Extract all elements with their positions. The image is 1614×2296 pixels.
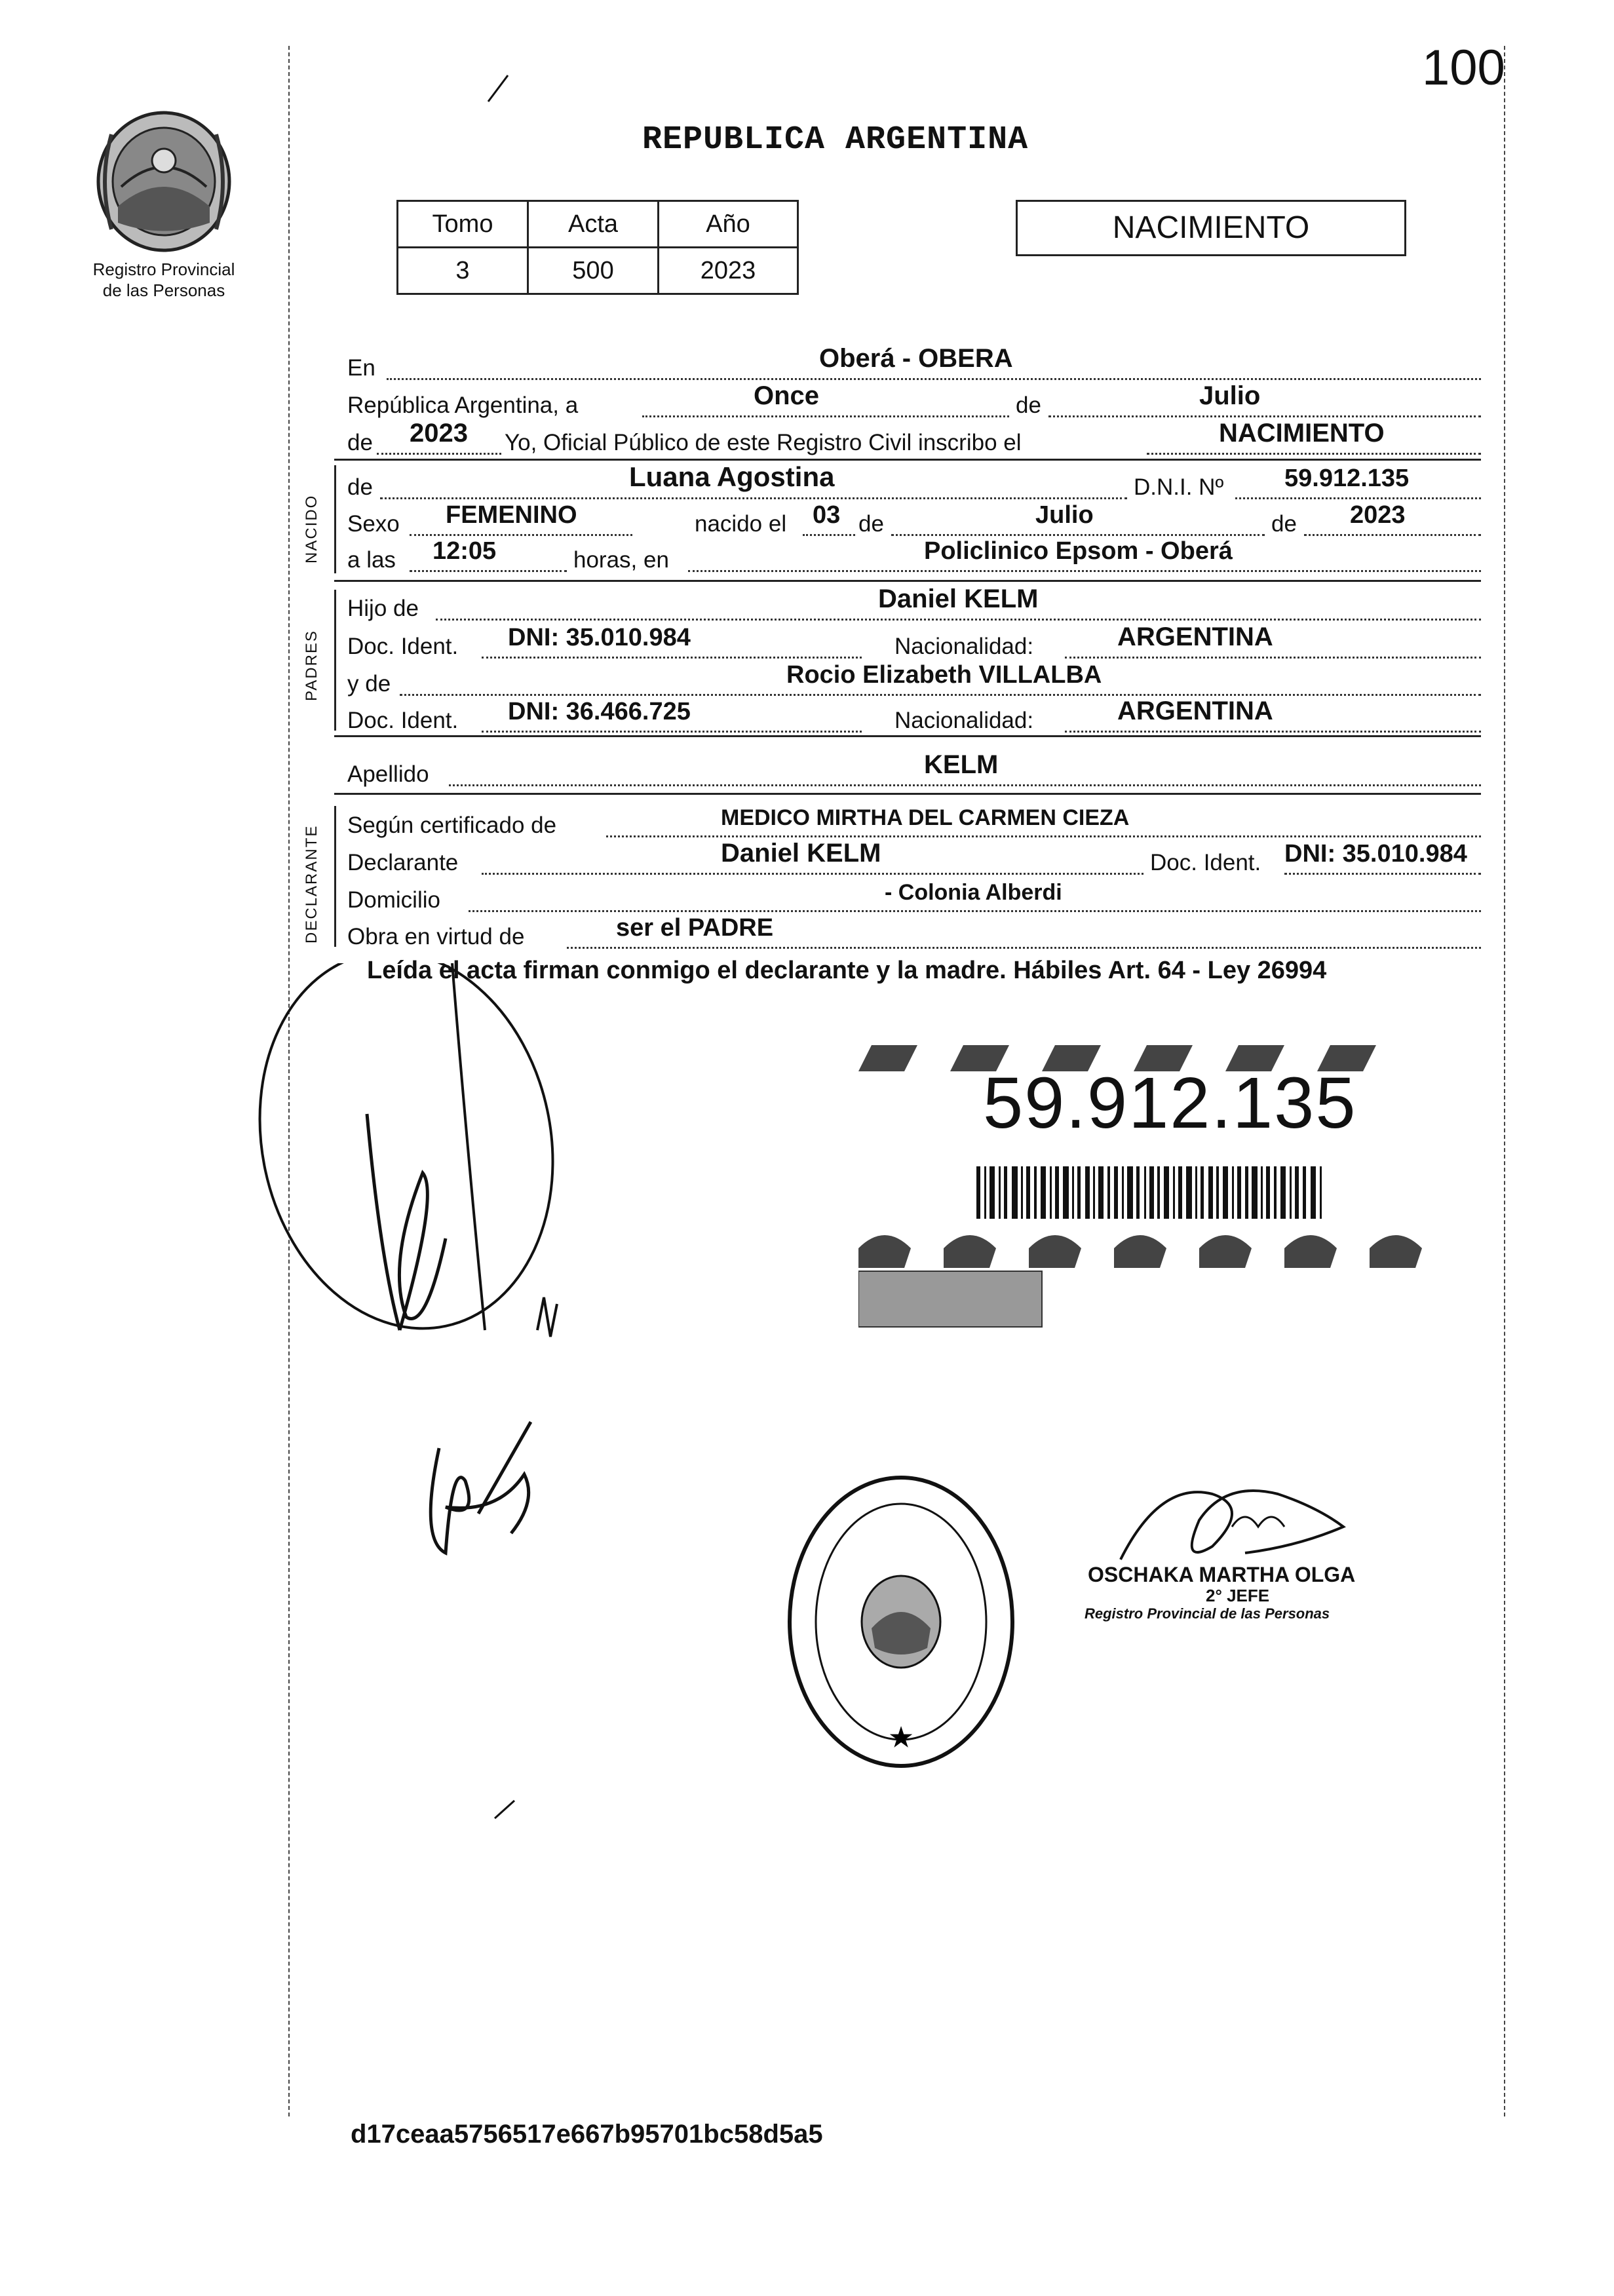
padres-bracket (334, 590, 336, 731)
nacido-el-label: nacido el (695, 511, 787, 537)
handwritten-signatures (249, 963, 708, 1618)
registry-caption-line-2: de las Personas (102, 280, 225, 300)
dotted-fill (567, 947, 1481, 949)
row-hour-place (347, 539, 1481, 576)
svg-text:★: ★ (889, 1723, 913, 1752)
row-father (347, 584, 1481, 624)
row-domicilio (347, 879, 1481, 916)
apellido-label: Apellido (347, 761, 429, 787)
dotted-fill (449, 784, 1481, 786)
section-divider (334, 793, 1481, 795)
row-year (347, 419, 1481, 459)
row-declarante (347, 839, 1481, 879)
certificate-value: MEDICO MIRTHA DEL CARMEN CIEZA (721, 805, 1130, 830)
birth-year-value: 2023 (1350, 501, 1406, 529)
day-value: Once (754, 381, 820, 410)
dotted-fill (606, 835, 1481, 837)
month-value: Julio (1199, 381, 1261, 410)
dotted-fill (1284, 873, 1481, 875)
en-label: En (347, 355, 375, 381)
hour-label: a las (347, 547, 396, 573)
row-certificate (347, 805, 1481, 841)
nacionalidad-label: Nacionalidad: (894, 634, 1034, 659)
obra-value: ser el PADRE (616, 914, 774, 942)
child-name-value: Luana Agostina (629, 461, 835, 492)
dotted-fill (482, 873, 1143, 875)
anio-value: 2023 (659, 248, 798, 294)
registry-official-stamp (783, 1471, 1019, 1772)
row-father-doc (347, 622, 1481, 662)
barcode (976, 1166, 1322, 1219)
row-place (347, 344, 1481, 384)
dotted-fill (1235, 497, 1481, 499)
dotted-fill (377, 453, 501, 455)
domicilio-value: - Colonia Alberdi (885, 880, 1062, 905)
tomo-header: Tomo (398, 201, 528, 248)
tomo-value: 3 (398, 248, 528, 294)
y-de-label: y de (347, 671, 391, 697)
child-dni-value: 59.912.135 (1284, 465, 1410, 492)
sexo-value: FEMENINO (446, 501, 577, 529)
document-hash-code: d17ceaa5756517e667b95701bc58d5a5 (351, 2120, 823, 2149)
mother-nationality-value: ARGENTINA (1117, 697, 1273, 725)
certificado-label: Según certificado de (347, 813, 557, 838)
stray-pen-marks (485, 72, 511, 105)
dotted-fill (1147, 453, 1481, 455)
dotted-fill (482, 657, 862, 659)
closing-text: Leída el acta firman conmigo el declarante y la madre. Hábiles Art. 64 - Ley 26994 (367, 957, 1327, 984)
father-name-value: Daniel KELM (878, 584, 1039, 613)
declarante-label: Declarante (347, 850, 459, 875)
place-value: Oberá - OBERA (819, 344, 1013, 373)
section-divider (334, 580, 1481, 582)
dotted-fill (410, 534, 632, 536)
acta-value: 500 (528, 248, 659, 294)
father-doc-value: DNI: 35.010.984 (508, 624, 691, 651)
section-divider (334, 459, 1481, 461)
record-type-box: NACIMIENTO (1016, 200, 1406, 256)
hours-en-label: horas, en (573, 547, 669, 573)
dni-strip-number: 59.912.135 (983, 1063, 1357, 1143)
mother-doc-value: DNI: 36.466.725 (508, 698, 691, 725)
padres-section-label: PADRES (303, 630, 320, 701)
father-nationality-value: ARGENTINA (1117, 622, 1273, 651)
declarante-doc-value: DNI: 35.010.984 (1284, 840, 1467, 868)
misiones-coat-of-arms-logo (92, 108, 236, 256)
main-title: REPUBLICA ARGENTINA (642, 121, 1029, 159)
dotted-fill (891, 534, 1265, 536)
section-divider (334, 735, 1481, 737)
dotted-fill (380, 497, 1127, 499)
apellido-value: KELM (924, 750, 999, 779)
hour-value: 12:05 (432, 537, 497, 565)
declarante-bracket (334, 806, 336, 947)
obra-label: Obra en virtud de (347, 924, 525, 949)
row-apellido (347, 750, 1481, 790)
dotted-fill (1065, 657, 1481, 659)
stray-pen-marks (491, 1795, 518, 1822)
dotted-fill (436, 619, 1481, 621)
right-margin-line (1504, 46, 1505, 2116)
official-signature (1081, 1468, 1376, 1573)
dotted-fill (1048, 415, 1481, 417)
row-mother (347, 663, 1481, 700)
anio-header: Año (659, 201, 798, 248)
row-obra (347, 916, 1481, 953)
registry-caption (75, 259, 252, 301)
row-mother-doc (347, 697, 1481, 737)
birth-place-value: Policlinico Epsom - Oberá (924, 537, 1233, 565)
dotted-fill (482, 731, 862, 733)
hijo-de-label: Hijo de (347, 596, 419, 621)
row-child-name (347, 461, 1481, 503)
de-label: de (1016, 392, 1041, 418)
declarante-name-value: Daniel KELM (721, 839, 881, 868)
official-office: Registro Provincial de las Personas (1085, 1605, 1330, 1622)
birth-month-value: Julio (1035, 501, 1094, 529)
de-label: de (347, 474, 373, 500)
dotted-fill (400, 694, 1481, 696)
dni-label: D.N.I. Nº (1134, 474, 1224, 500)
page-number: 100 (1422, 40, 1505, 96)
nacionalidad-label-2: Nacionalidad: (894, 708, 1034, 733)
doc-ident-label-2: Doc. Ident. (347, 708, 459, 733)
domicilio-label: Domicilio (347, 887, 440, 913)
declarante-section-label: DECLARANTE (303, 824, 320, 944)
dotted-fill (688, 570, 1481, 572)
statement-text: Yo, Oficial Público de este Registro Civil inscribo el (505, 430, 1022, 455)
dotted-fill (387, 378, 1481, 380)
dotted-fill (803, 534, 855, 536)
year-value: 2023 (410, 419, 468, 448)
birth-day-value: 03 (813, 501, 841, 529)
act-type-value: NACIMIENTO (1219, 419, 1385, 448)
sexo-label: Sexo (347, 511, 400, 537)
row-date (347, 381, 1481, 421)
acta-header: Acta (528, 201, 659, 248)
dotted-fill (410, 570, 567, 572)
nacido-bracket (334, 465, 336, 573)
dotted-fill (642, 415, 1009, 417)
dotted-fill (1304, 534, 1481, 536)
mother-name-value: Rocio Elizabeth VILLALBA (786, 661, 1102, 689)
country-label: República Argentina, a (347, 392, 579, 418)
record-table-header-row (398, 201, 798, 248)
nacido-section-label: NACIDO (303, 494, 320, 564)
registry-caption-line-1: Registro Provincial (92, 259, 235, 279)
row-sex-birth (347, 503, 1481, 540)
dotted-fill (1065, 731, 1481, 733)
dotted-fill (469, 910, 1481, 912)
de-label-3: de (1271, 511, 1297, 537)
official-role: 2° JEFE (1206, 1586, 1270, 1605)
de-label-2: de (347, 430, 373, 455)
de-label-2: de (858, 511, 884, 537)
doc-ident-label: Doc. Ident. (1150, 850, 1261, 875)
record-table (396, 200, 799, 295)
official-name: OSCHAKA MARTHA OLGA (1088, 1563, 1356, 1586)
doc-ident-label: Doc. Ident. (347, 634, 459, 659)
record-table-value-row (398, 248, 798, 294)
